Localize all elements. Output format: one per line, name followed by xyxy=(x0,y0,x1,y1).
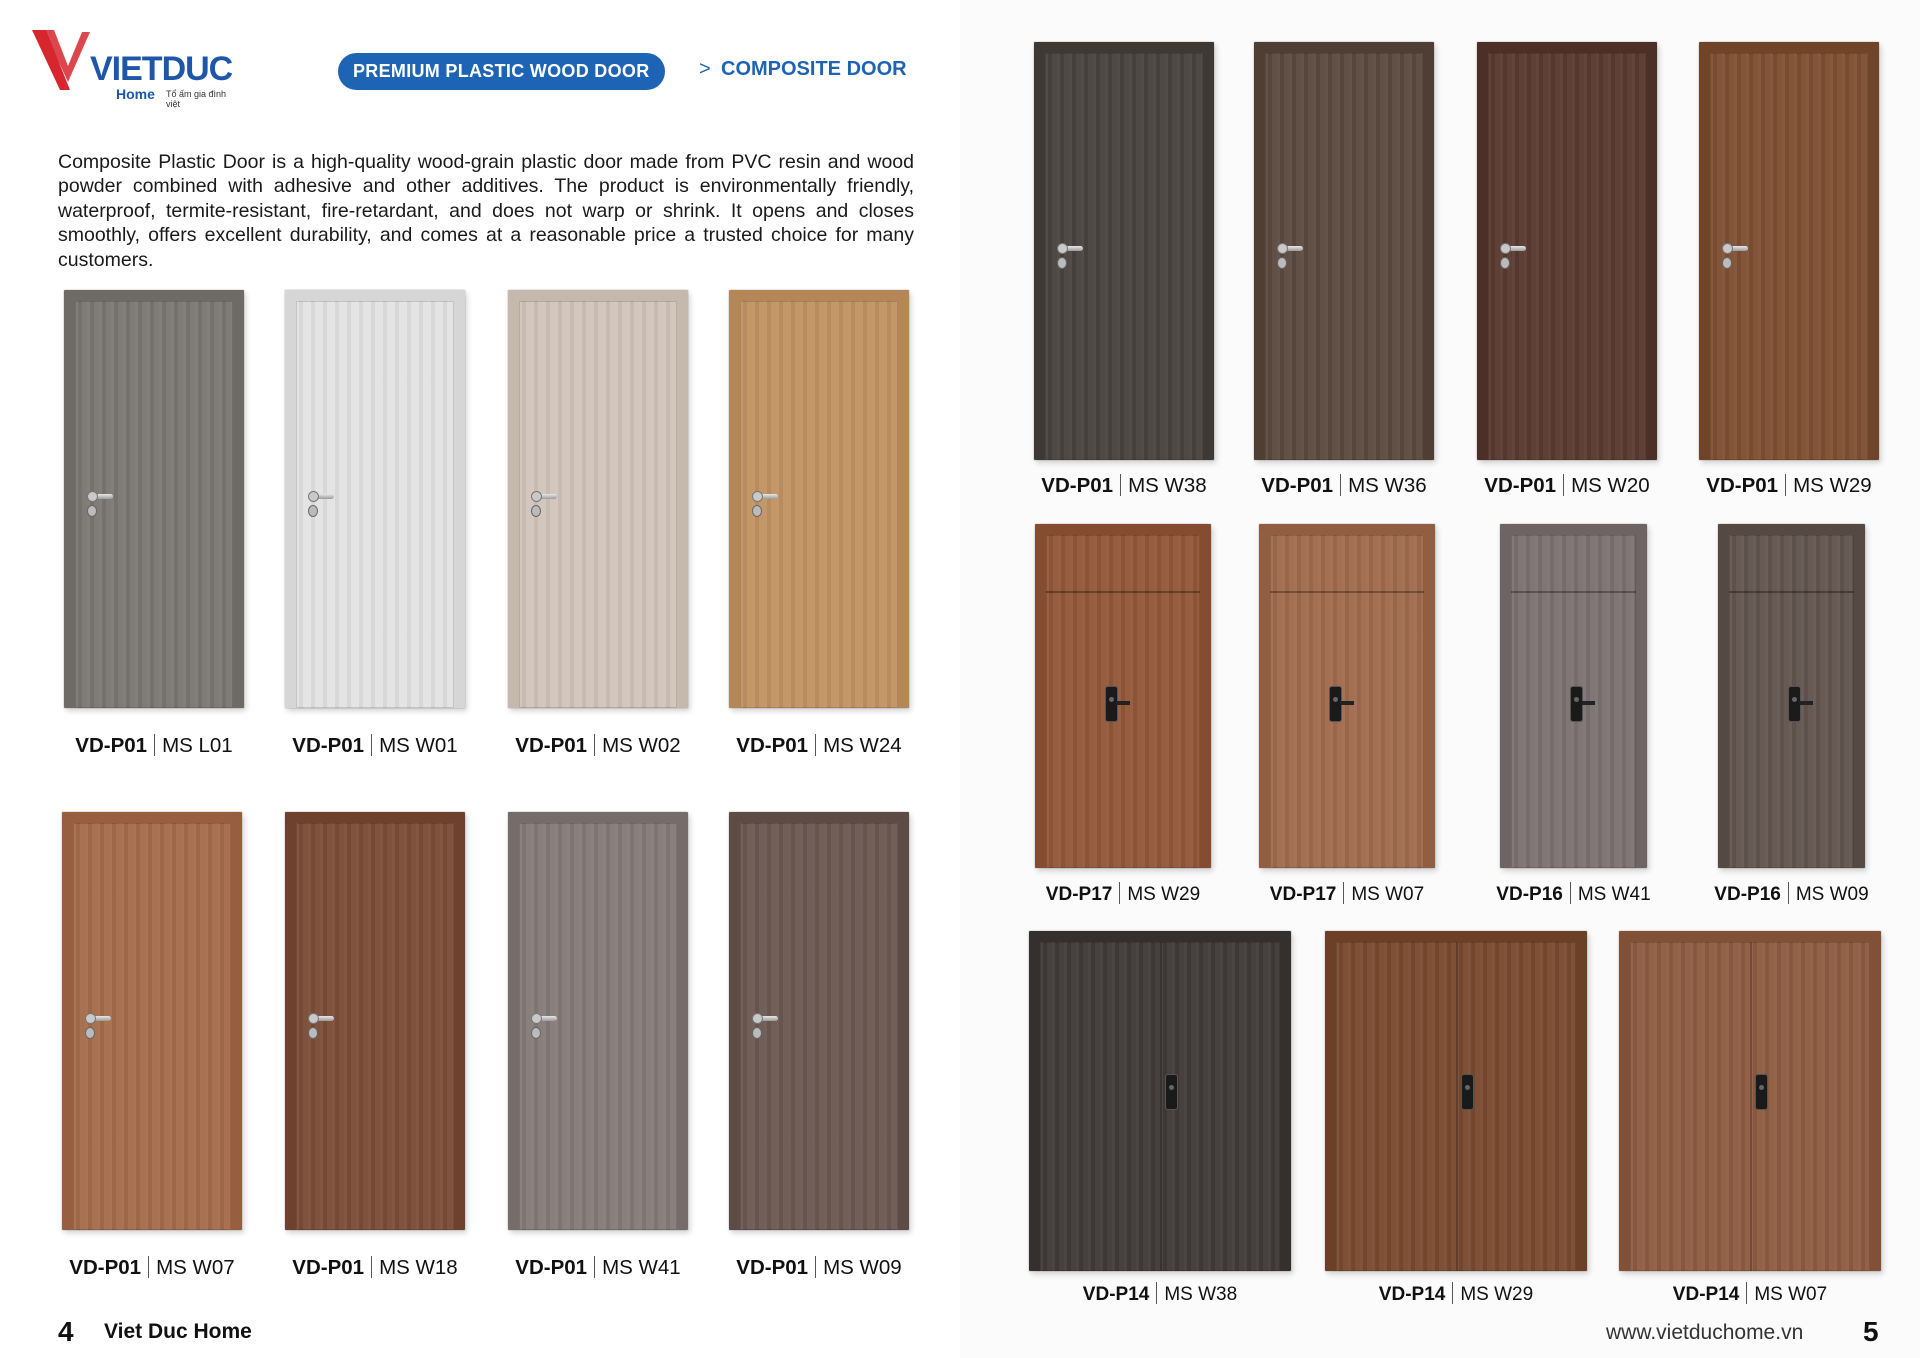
wood-grain xyxy=(1488,53,1646,460)
model-code: VD-P14 xyxy=(1082,1284,1150,1305)
door-caption xyxy=(275,734,475,758)
door-caption xyxy=(1023,882,1223,906)
caption-separator xyxy=(1156,1282,1157,1304)
model-code: VD-P01 xyxy=(1261,474,1334,497)
door-leaf xyxy=(1511,535,1636,868)
door-card[interactable] xyxy=(1035,524,1211,868)
keyhole-icon xyxy=(753,1028,761,1038)
caption-separator xyxy=(1452,1282,1453,1304)
handle-rose-icon xyxy=(86,1014,95,1023)
door-caption xyxy=(719,734,919,758)
color-code: MS W07 xyxy=(156,1256,235,1279)
caption-separator xyxy=(1343,882,1344,904)
wood-grain xyxy=(519,301,677,708)
keyhole-icon xyxy=(88,506,96,516)
door-card[interactable] xyxy=(285,290,465,708)
smart-lock-icon xyxy=(1462,1075,1473,1109)
logo-text: VIETDUC xyxy=(90,50,233,88)
caption-separator xyxy=(371,734,372,756)
model-code: VD-P01 xyxy=(75,734,148,757)
model-code: VD-P01 xyxy=(515,734,588,757)
model-code: VD-P01 xyxy=(736,734,809,757)
caption-separator xyxy=(371,1256,372,1278)
model-code: VD-P01 xyxy=(1041,474,1114,497)
model-code: VD-P14 xyxy=(1672,1284,1740,1305)
keyhole-icon xyxy=(86,1028,94,1038)
handle-rose-icon xyxy=(753,492,762,501)
model-code: VD-P01 xyxy=(1484,474,1557,497)
smart-lock-handle-icon xyxy=(1116,701,1130,705)
smart-lock-handle-icon xyxy=(1581,701,1595,705)
caption-separator xyxy=(1563,474,1564,496)
door-caption xyxy=(498,734,698,758)
door-card[interactable] xyxy=(729,290,909,708)
smart-lock-handle-icon xyxy=(1799,701,1813,705)
wood-grain xyxy=(75,301,233,708)
door-leaf xyxy=(1270,535,1424,868)
caption-separator xyxy=(154,734,155,756)
keyhole-icon xyxy=(753,506,761,516)
color-code: MS W29 xyxy=(1460,1284,1534,1305)
keyhole-icon xyxy=(1278,258,1286,268)
keyhole-icon xyxy=(1723,258,1731,268)
door-leaf xyxy=(1040,942,1280,1271)
door-card[interactable] xyxy=(1500,524,1647,868)
handle-rose-icon xyxy=(1501,244,1510,253)
wood-grain xyxy=(1265,53,1423,460)
transom-divider xyxy=(1270,591,1424,593)
door-leaf xyxy=(1045,53,1203,460)
caption-separator xyxy=(148,1256,149,1278)
category-pill[interactable]: PREMIUM PLASTIC WOOD DOOR xyxy=(338,53,665,90)
door-leaf xyxy=(1710,53,1868,460)
handle-rose-icon xyxy=(1723,244,1732,253)
door-card[interactable] xyxy=(508,812,688,1230)
logo-slogan: Tổ ấm gia đình việt xyxy=(166,89,227,109)
caption-separator xyxy=(1119,882,1120,904)
caption-separator xyxy=(1788,882,1789,904)
color-code: MS W07 xyxy=(1754,1284,1828,1305)
wood-grain xyxy=(740,301,898,708)
logo-home: Home xyxy=(116,86,155,102)
color-code: MS W24 xyxy=(823,734,902,757)
intro-paragraph: Composite Plastic Door is a high-quality wood-grain plastic door made from PVC resin and wood powder combined with adhesive and other additives. The product is environmentally friendly, waterproof, termite-resistant, fire-retardant, and does not warp or shrink. It opens and closes smoothly, offers excellent durability, and comes at a reasonable price a trusted choice for many customers. xyxy=(58,150,914,271)
handle-rose-icon xyxy=(309,492,318,501)
model-code: VD-P01 xyxy=(292,734,365,757)
color-code: MS W09 xyxy=(823,1256,902,1279)
door-leaf xyxy=(296,823,454,1230)
color-code: MS W09 xyxy=(1795,884,1869,905)
door-leaf xyxy=(1336,942,1576,1271)
door-leaf xyxy=(1729,535,1854,868)
caption-separator xyxy=(1785,474,1786,496)
model-code: VD-P16 xyxy=(1714,884,1781,905)
door-card[interactable] xyxy=(1325,931,1587,1271)
model-code: VD-P16 xyxy=(1496,884,1563,905)
vietduc-logo xyxy=(30,26,233,109)
door-caption xyxy=(1689,474,1889,498)
door-caption xyxy=(1060,1282,1260,1306)
door-card[interactable] xyxy=(1259,524,1435,868)
keyhole-icon xyxy=(532,506,540,516)
door-leaf xyxy=(519,301,677,708)
caption-separator xyxy=(815,734,816,756)
wood-grain xyxy=(296,301,454,708)
door-leaf xyxy=(73,823,231,1230)
model-code: VD-P17 xyxy=(1045,884,1113,905)
door-card[interactable] xyxy=(1699,42,1879,460)
color-code: MS W41 xyxy=(602,1256,681,1279)
footer-website[interactable]: www.vietduchome.vn xyxy=(1606,1321,1804,1344)
page-number-right: 5 xyxy=(1863,1316,1879,1347)
caption-separator xyxy=(1746,1282,1747,1304)
door-card[interactable] xyxy=(1619,931,1881,1271)
wood-grain xyxy=(73,823,231,1230)
door-card[interactable] xyxy=(64,290,244,708)
caption-separator xyxy=(594,734,595,756)
door-split-line xyxy=(1456,942,1458,1271)
door-caption xyxy=(1467,474,1667,498)
door-caption xyxy=(1356,1282,1556,1306)
chevron-right-icon: > xyxy=(699,58,711,80)
color-code: MS L01 xyxy=(162,734,233,757)
door-caption xyxy=(275,1256,475,1280)
door-caption xyxy=(1244,474,1444,498)
handle-rose-icon xyxy=(88,492,97,501)
model-code: VD-P01 xyxy=(515,1256,588,1279)
door-leaf xyxy=(1488,53,1646,460)
door-caption xyxy=(1024,474,1224,498)
model-code: VD-P01 xyxy=(736,1256,809,1279)
door-caption xyxy=(1692,882,1892,906)
color-code: MS W20 xyxy=(1571,474,1650,497)
wood-grain xyxy=(740,823,898,1230)
smart-lock-icon xyxy=(1756,1075,1767,1109)
breadcrumb-current[interactable]: COMPOSITE DOOR xyxy=(721,58,907,80)
caption-separator xyxy=(594,1256,595,1278)
door-card[interactable] xyxy=(1477,42,1657,460)
handle-rose-icon xyxy=(1058,244,1067,253)
transom-divider xyxy=(1511,591,1636,593)
door-card[interactable] xyxy=(729,812,909,1230)
keyhole-icon xyxy=(532,1028,540,1038)
handle-rose-icon xyxy=(532,1014,541,1023)
transom-divider xyxy=(1046,591,1200,593)
handle-rose-icon xyxy=(309,1014,318,1023)
color-code: MS W01 xyxy=(379,734,458,757)
footer-brand-name: Viet Duc Home xyxy=(104,1320,252,1343)
page-number-left: 4 xyxy=(58,1316,74,1347)
handle-rose-icon xyxy=(1278,244,1287,253)
door-caption xyxy=(498,1256,698,1280)
door-split-line xyxy=(1160,942,1162,1271)
door-card[interactable] xyxy=(1254,42,1434,460)
model-code: VD-P14 xyxy=(1378,1284,1446,1305)
wood-grain xyxy=(1045,53,1203,460)
door-leaf xyxy=(519,823,677,1230)
door-card[interactable] xyxy=(1718,524,1865,868)
keyhole-icon xyxy=(1058,258,1066,268)
color-code: MS W29 xyxy=(1127,884,1201,905)
wood-grain xyxy=(296,823,454,1230)
keyhole-icon xyxy=(309,506,317,516)
smart-lock-handle-icon xyxy=(1340,701,1354,705)
door-split-line xyxy=(1750,942,1752,1271)
wood-grain xyxy=(1710,53,1868,460)
keyhole-icon xyxy=(1501,258,1509,268)
door-card[interactable] xyxy=(1029,931,1291,1271)
color-code: MS W38 xyxy=(1164,1284,1238,1305)
model-code: VD-P01 xyxy=(1706,474,1779,497)
door-card[interactable] xyxy=(508,290,688,708)
color-code: MS W38 xyxy=(1128,474,1207,497)
door-leaf xyxy=(1265,53,1423,460)
door-leaf xyxy=(740,823,898,1230)
door-caption xyxy=(1247,882,1447,906)
smart-lock-icon xyxy=(1166,1075,1177,1109)
door-card[interactable] xyxy=(285,812,465,1230)
handle-rose-icon xyxy=(532,492,541,501)
model-code: VD-P01 xyxy=(69,1256,142,1279)
wood-grain xyxy=(519,823,677,1230)
door-caption xyxy=(54,734,254,758)
door-card[interactable] xyxy=(1034,42,1214,460)
keyhole-icon xyxy=(309,1028,317,1038)
caption-separator xyxy=(1570,882,1571,904)
color-code: MS W36 xyxy=(1348,474,1427,497)
handle-rose-icon xyxy=(753,1014,762,1023)
color-code: MS W29 xyxy=(1793,474,1872,497)
color-code: MS W41 xyxy=(1577,884,1651,905)
transom-divider xyxy=(1729,591,1854,593)
door-leaf xyxy=(1630,942,1870,1271)
door-leaf xyxy=(296,301,454,708)
model-code: VD-P01 xyxy=(292,1256,365,1279)
door-caption xyxy=(1650,1282,1850,1306)
color-code: MS W18 xyxy=(379,1256,458,1279)
door-caption xyxy=(52,1256,252,1280)
door-leaf xyxy=(740,301,898,708)
caption-separator xyxy=(1340,474,1341,496)
color-code: MS W07 xyxy=(1351,884,1425,905)
caption-separator xyxy=(815,1256,816,1278)
door-leaf xyxy=(1046,535,1200,868)
door-card[interactable] xyxy=(62,812,242,1230)
door-caption xyxy=(1474,882,1674,906)
door-caption xyxy=(719,1256,919,1280)
color-code: MS W02 xyxy=(602,734,681,757)
door-leaf xyxy=(75,301,233,708)
model-code: VD-P17 xyxy=(1269,884,1337,905)
caption-separator xyxy=(1120,474,1121,496)
